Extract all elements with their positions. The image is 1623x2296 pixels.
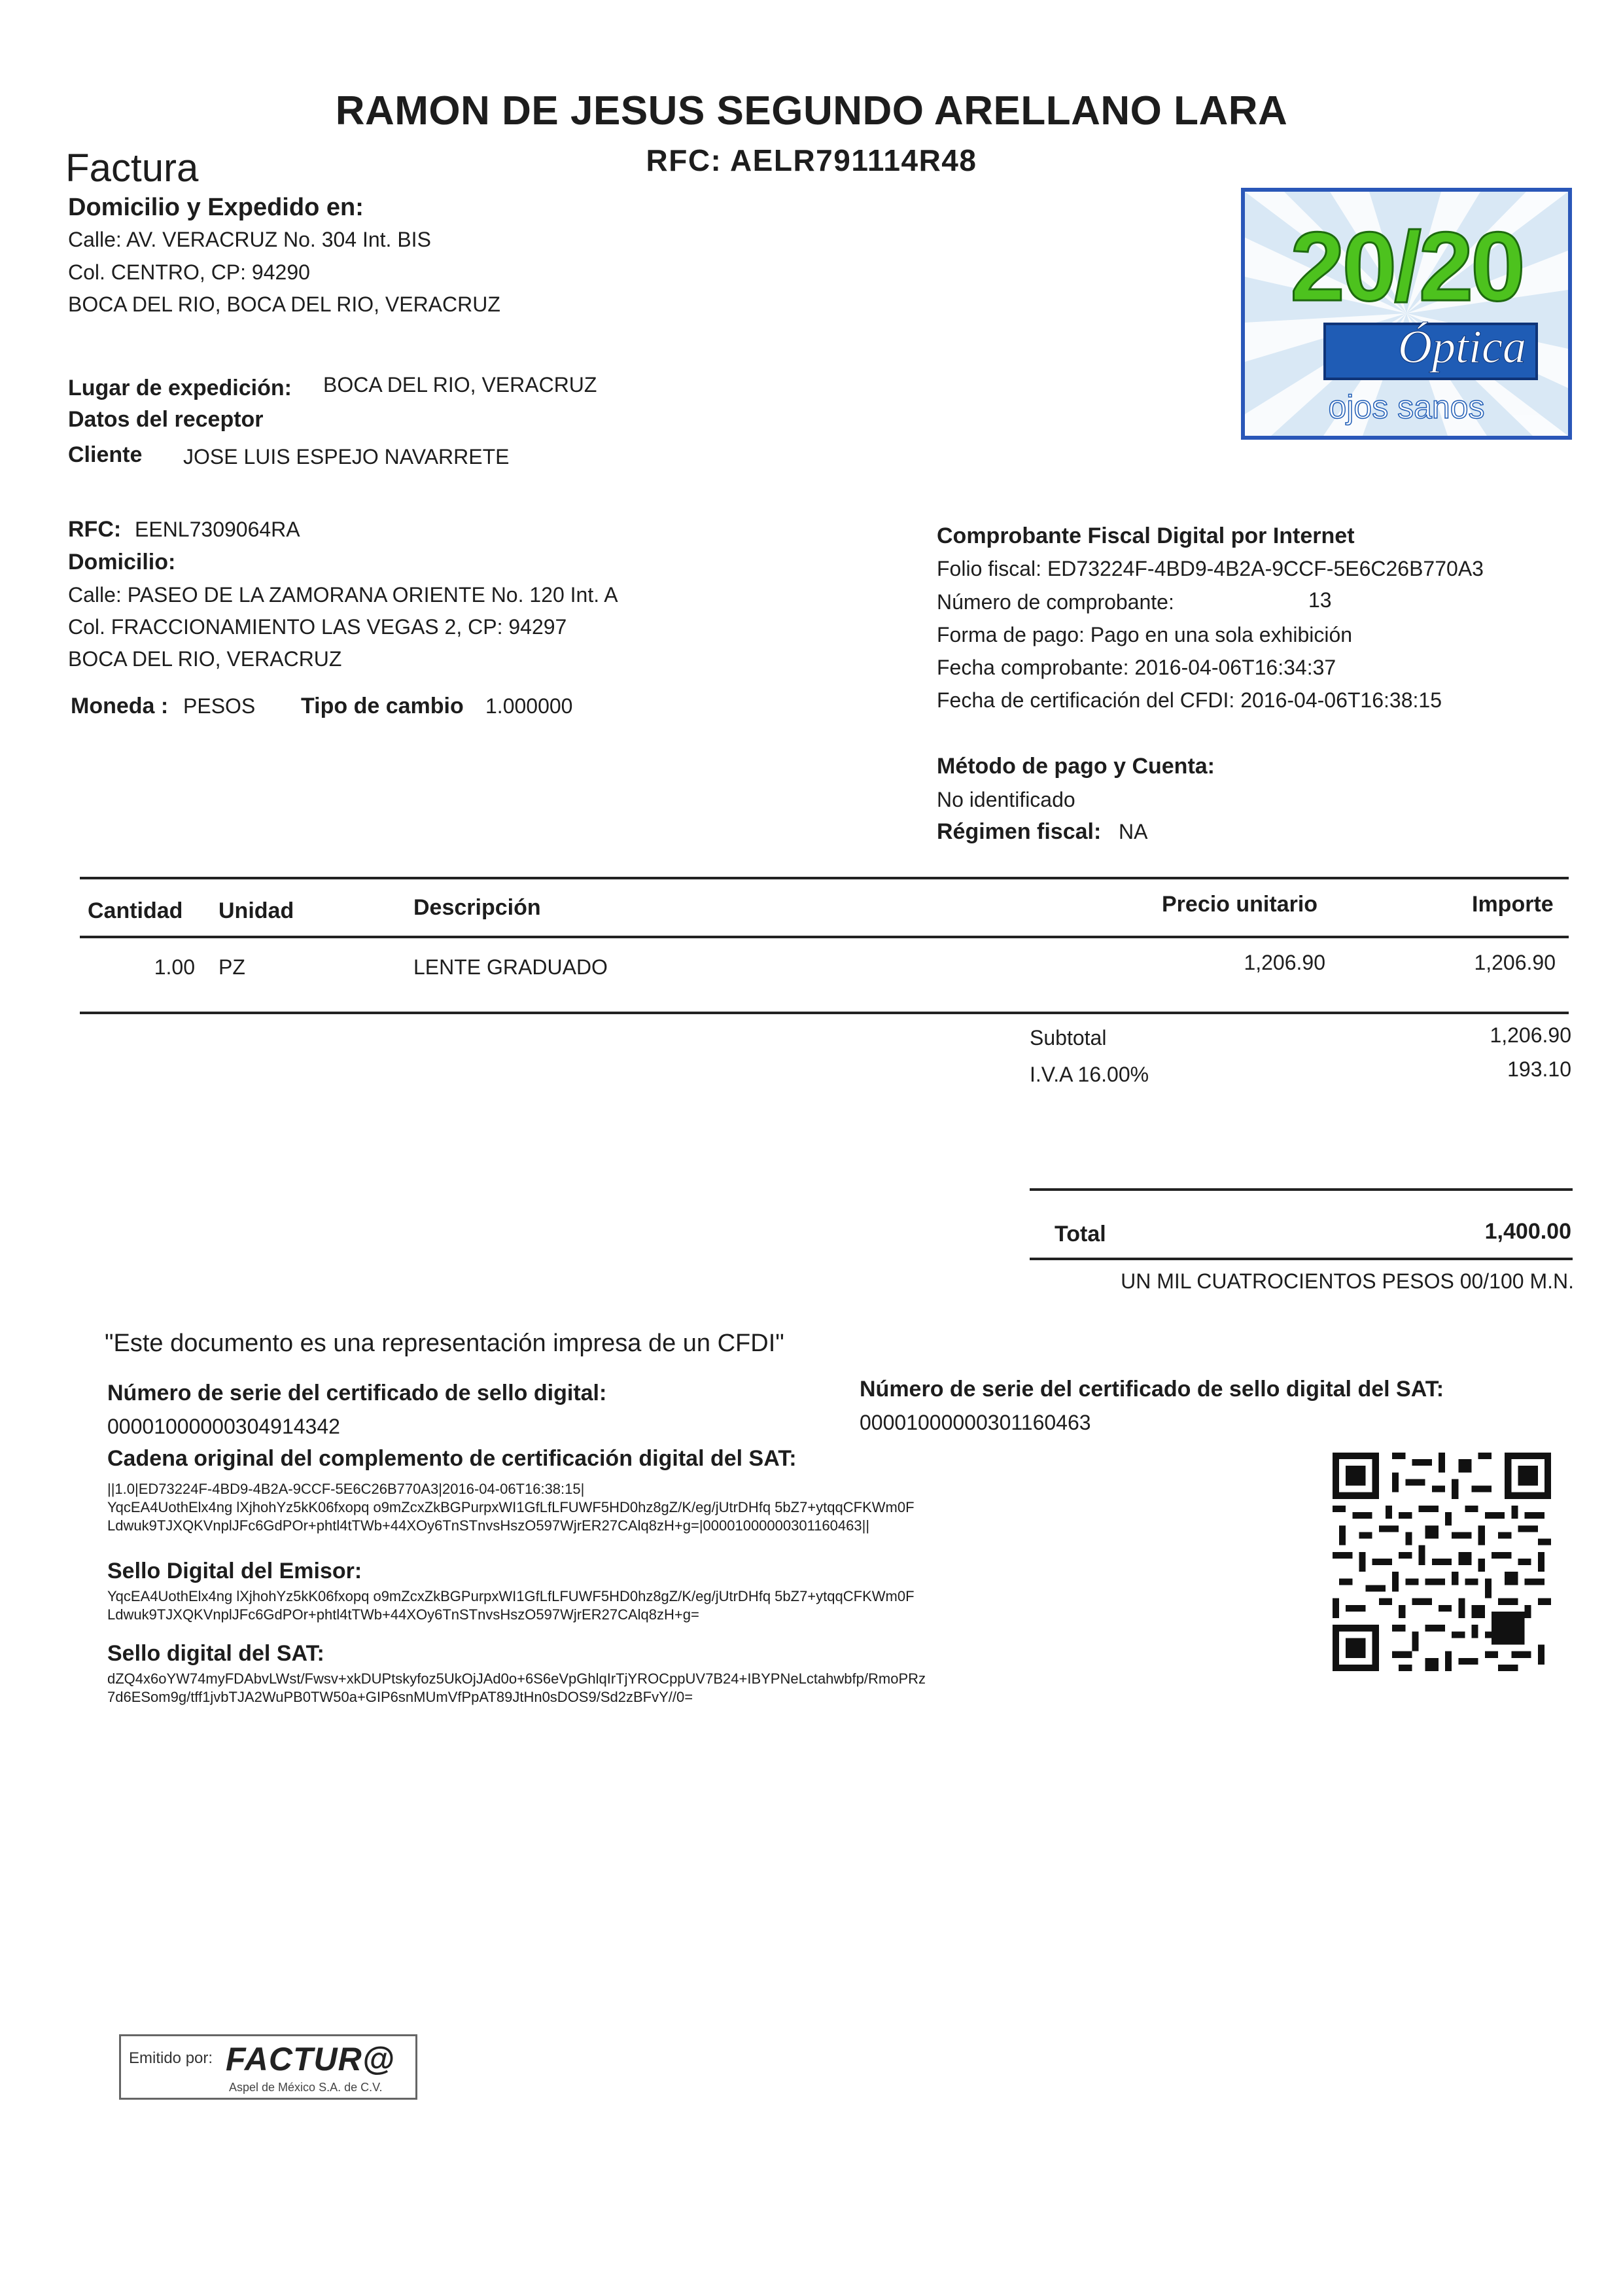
- receptor-rfc-label: RFC:: [68, 517, 122, 542]
- logo-word: Óptica: [1398, 321, 1526, 373]
- receptor-heading: Datos del receptor: [68, 407, 264, 432]
- serie-emisor-label: Número de serie del certificado de sello digital:: [107, 1381, 607, 1405]
- numero-value: 13: [1308, 588, 1332, 612]
- fecha-certificacion: Fecha de certificación del CFDI: 2016-04-06T16:38:15: [937, 688, 1442, 712]
- serie-sat-label: Número de serie del certificado de sello digital del SAT:: [860, 1377, 1444, 1402]
- cfdi-representation: "Este documento es una representación impresa de un CFDI": [105, 1330, 784, 1357]
- document-type: Factura: [65, 146, 199, 190]
- total-en-letra: UN MIL CUATROCIENTOS PESOS 00/100 M.N.: [1121, 1269, 1574, 1293]
- total-bottom-rule: [1030, 1258, 1573, 1260]
- receptor-domicilio-label: Domicilio:: [68, 550, 176, 574]
- sello-emisor-label: Sello Digital del Emisor:: [107, 1559, 362, 1583]
- cadena-text: ||1.0|ED73224F-4BD9-4B2A-9CCF-5E6C26B770A3|2016-04-06T16:38:15| YqcEA4UothElx4ng lXjhohYz5kK06fxopq o9mZcxZkBGPurpxWI1GfLfLFUWF5HD0hz8gZ/K/eg/jUtrDHfq 5bZ7+ytqqCFKWm0F Ldwuk9TJXQKVnplJFc6GdPOr+phtl4tTWb+44XOy6TnSTnvsHszO597WjrER27CAlq8zH+g=|00001000000301160463||: [107, 1481, 915, 1534]
- total-label: Total: [1055, 1222, 1106, 1246]
- total-value: 1,400.00: [1484, 1219, 1571, 1244]
- col-precio: Precio unitario: [1162, 892, 1318, 917]
- serie-emisor-value: 00001000000304914342: [107, 1415, 340, 1438]
- regimen-label: Régimen fiscal:: [937, 819, 1102, 844]
- row-importe: 1,206.90: [1474, 951, 1556, 974]
- cfdi-heading: Comprobante Fiscal Digital por Internet: [937, 523, 1355, 548]
- moneda-label: Moneda :: [71, 694, 169, 718]
- subtotal-value: 1,206.90: [1490, 1023, 1571, 1047]
- facture-logo: FACTUR@: [226, 2041, 395, 2077]
- cadena-label: Cadena original del complemento de certificación digital del SAT:: [107, 1446, 797, 1471]
- folio-fiscal: Folio fiscal: ED73224F-4BD9-4B2A-9CCF-5E6C26B770A3: [937, 557, 1484, 580]
- sello-sat-text: dZQ4x6oYW74myFDAbvLWst/Fwsv+xkDUPtskyfoz5UkOjJAd0o+6S6eVpGhlqIrTjYROCppUV7B24+IBYPNeLctahwbfp/RmoPRz 7d6ESom9g/tff1jvbTJA2WuPB0TW50a+GIP6snMUmVfPpAT89JtHn0sDOS9/Sd2zBFvY//0=: [107, 1670, 926, 1705]
- col-cantidad: Cantidad: [88, 898, 183, 923]
- emitido-por-badge: [119, 2034, 417, 2100]
- sello-sat-label: Sello digital del SAT:: [107, 1641, 324, 1666]
- row-cantidad: 1.00: [154, 955, 195, 979]
- optica-logo: [1241, 188, 1572, 440]
- lugar-label: Lugar de expedición:: [68, 376, 292, 400]
- col-descripcion: Descripción: [413, 895, 541, 920]
- serie-sat-value: 00001000000301160463: [860, 1411, 1091, 1434]
- issuer-name: RAMON DE JESUS SEGUNDO ARELLANO LARA: [335, 88, 1288, 133]
- domicilio-line2: Col. CENTRO, CP: 94290: [68, 260, 310, 284]
- domicilio-line1: Calle: AV. VERACRUZ No. 304 Int. BIS: [68, 228, 431, 251]
- receptor-rfc-value: EENL7309064RA: [135, 518, 300, 541]
- table-bottom-rule: [80, 1012, 1569, 1014]
- regimen-value: NA: [1119, 820, 1148, 843]
- col-unidad: Unidad: [218, 898, 294, 923]
- subtotal-label: Subtotal: [1030, 1026, 1107, 1050]
- qr-code-icon: [1333, 1453, 1551, 1671]
- receptor-line2: Col. FRACCIONAMIENTO LAS VEGAS 2, CP: 94297: [68, 615, 567, 639]
- row-descripcion: LENTE GRADUADO: [413, 955, 608, 979]
- forma-pago: Forma de pago: Pago en una sola exhibición: [937, 623, 1353, 646]
- table-header-rule: [80, 936, 1569, 938]
- domicilio-line3: BOCA DEL RIO, BOCA DEL RIO, VERACRUZ: [68, 292, 500, 316]
- cliente-label: Cliente: [68, 442, 143, 467]
- fecha-comprobante: Fecha comprobante: 2016-04-06T16:34:37: [937, 656, 1336, 679]
- tipo-cambio-value: 1.000000: [485, 694, 573, 718]
- table-top-rule: [80, 877, 1569, 879]
- sello-emisor-text: YqcEA4UothElx4ng lXjhohYz5kK06fxopq o9mZcxZkBGPurpxWI1GfLfLFUWF5HD0hz8gZ/K/eg/jUtrDHfq 5bZ7+ytqqCFKWm0F Ldwuk9TJXQKVnplJFc6GdPOr+phtl4tTWb+44XOy6TnSTnvsHszO597WjrER27CAlq8zH+g=: [107, 1588, 915, 1623]
- metodo-heading: Método de pago y Cuenta:: [937, 754, 1215, 779]
- receptor-line3: BOCA DEL RIO, VERACRUZ: [68, 647, 342, 671]
- domicilio-heading: Domicilio y Expedido en:: [68, 194, 364, 221]
- issuer-rfc: RFC: AELR791114R48: [646, 143, 977, 177]
- emitido-company: Aspel de México S.A. de C.V.: [229, 2081, 383, 2094]
- lugar-value: BOCA DEL RIO, VERACRUZ: [323, 373, 597, 397]
- moneda-value: PESOS: [183, 694, 256, 718]
- emitido-label: Emitido por:: [129, 2049, 213, 2067]
- receptor-line1: Calle: PASEO DE LA ZAMORANA ORIENTE No. 120 Int. A: [68, 583, 618, 607]
- logo-number: 20/20: [1290, 211, 1523, 321]
- numero-label: Número de comprobante:: [937, 590, 1174, 614]
- iva-label: I.V.A 16.00%: [1030, 1063, 1149, 1086]
- col-importe: Importe: [1472, 892, 1554, 917]
- metodo-value: No identificado: [937, 788, 1075, 811]
- cliente-value: JOSE LUIS ESPEJO NAVARRETE: [183, 445, 510, 468]
- logo-tagline: ojos sanos: [1328, 389, 1485, 425]
- row-unidad: PZ: [218, 955, 245, 979]
- iva-value: 193.10: [1507, 1057, 1571, 1081]
- tipo-cambio-label: Tipo de cambio: [301, 694, 464, 718]
- total-top-rule: [1030, 1188, 1573, 1191]
- row-precio: 1,206.90: [1244, 951, 1325, 974]
